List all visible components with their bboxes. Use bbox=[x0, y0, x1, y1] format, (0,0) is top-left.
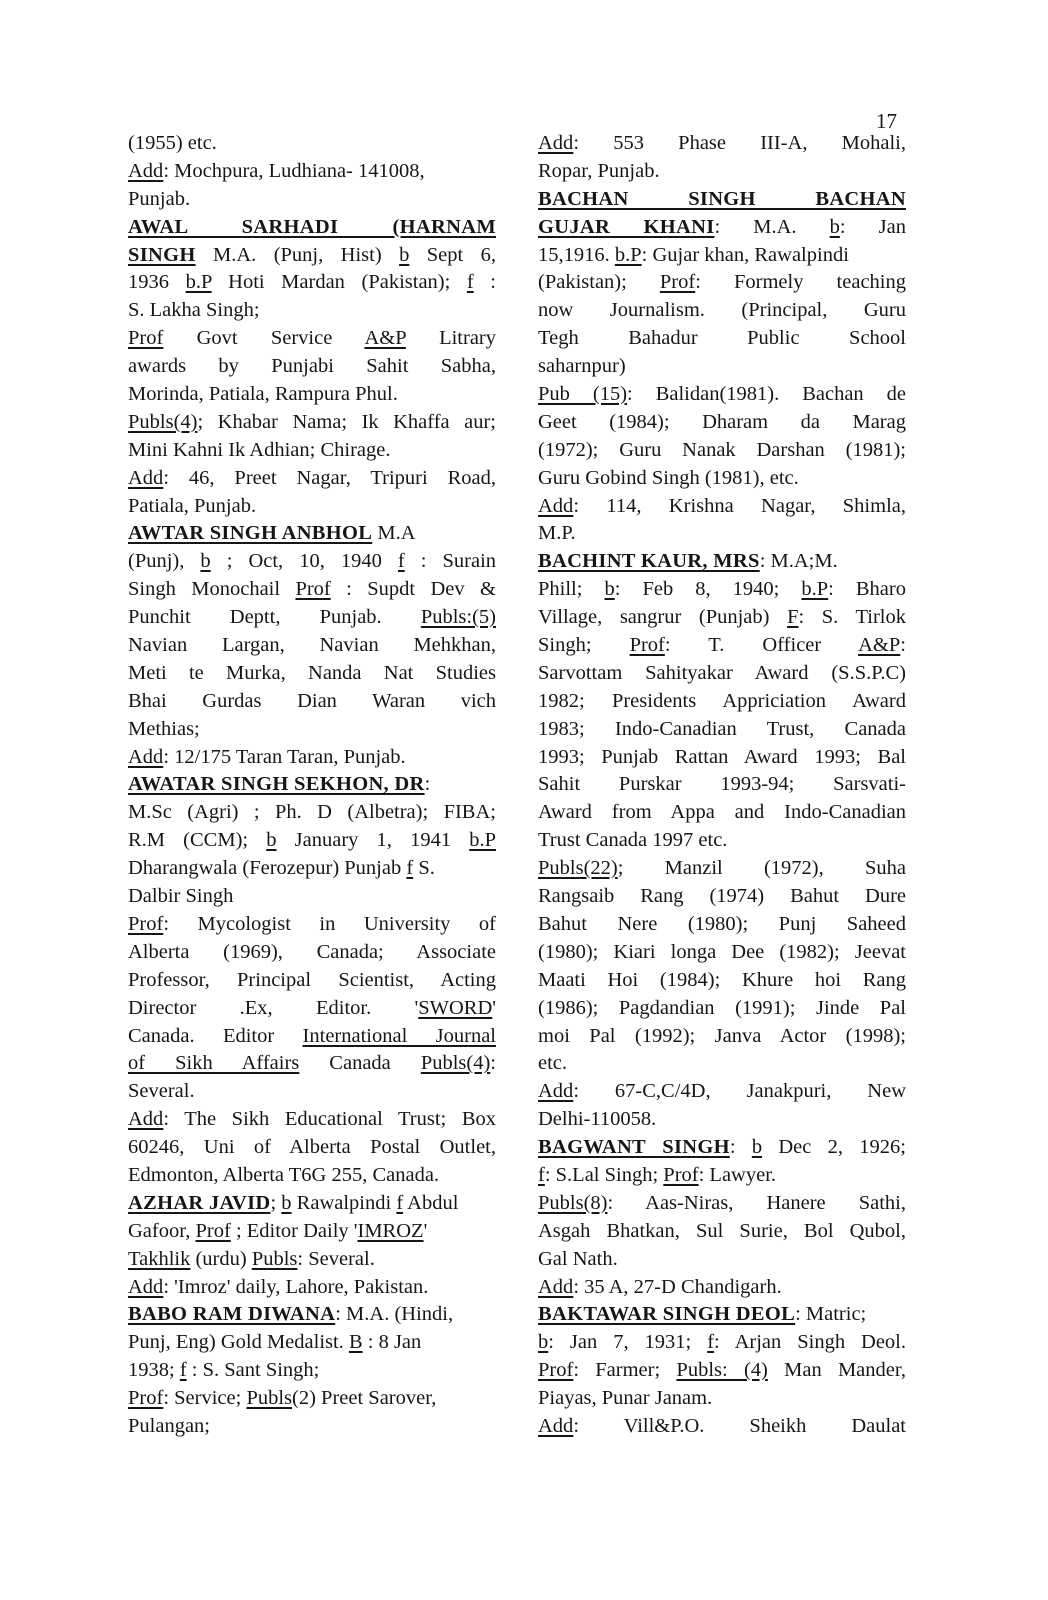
entry-text: Mini Kahni Ik Adhian; Chirage. bbox=[128, 438, 391, 461]
abbrev-label: f bbox=[538, 1163, 545, 1186]
entry-text: Dharangwala (Ferozepur) Punjab bbox=[128, 857, 407, 880]
entry-text: : Surain bbox=[404, 550, 496, 573]
abbrev-label: b bbox=[751, 1136, 763, 1159]
right-column-line bbox=[538, 576, 906, 604]
entry-text: (1986); Pagdandian (1991); Jinde Pal bbox=[538, 996, 906, 1019]
left-column-line bbox=[128, 1078, 496, 1106]
left-column-line bbox=[128, 939, 496, 967]
right-column-line bbox=[538, 158, 906, 186]
left-column-line bbox=[128, 771, 496, 799]
abbrev-label: f bbox=[397, 550, 405, 573]
right-column-line bbox=[538, 1413, 906, 1441]
abbrev-label: Add bbox=[538, 1275, 574, 1298]
right-column-line bbox=[538, 381, 906, 409]
right-column-line bbox=[538, 548, 906, 576]
entry-heading: AZHAR JAVID bbox=[128, 1191, 271, 1214]
left-column-line bbox=[128, 716, 496, 744]
abbrev-label: International Journal bbox=[302, 1024, 496, 1047]
abbrev-label: f bbox=[179, 1359, 187, 1382]
entry-text: (Pakistan); bbox=[538, 271, 660, 294]
abbrev-label: Prof bbox=[195, 1219, 231, 1242]
entry-text: Patiala, Punjab. bbox=[128, 494, 257, 517]
entry-text: moi Pal (1992); Janva Actor (1998); bbox=[538, 1024, 906, 1047]
entry-text: Canada. Editor bbox=[128, 1024, 303, 1047]
left-column-line bbox=[128, 1413, 496, 1441]
entry-text: : S. Sant Singh; bbox=[186, 1359, 320, 1382]
left-column-line bbox=[128, 353, 496, 381]
entry-text: 1938; bbox=[128, 1359, 180, 1382]
entry-text: : Formely teaching bbox=[695, 271, 906, 294]
left-column-line bbox=[128, 604, 496, 632]
left-column bbox=[128, 130, 496, 1441]
abbrev-label: Publs:(5) bbox=[420, 606, 496, 629]
abbrev-label: Publs bbox=[251, 1247, 298, 1270]
abbrev-label: Pub (15) bbox=[538, 383, 628, 406]
left-column-line bbox=[128, 1274, 496, 1302]
entry-text: : Jan 7, 1931; bbox=[548, 1331, 708, 1354]
entry-text: Gafoor, bbox=[128, 1219, 196, 1242]
left-column-line bbox=[128, 214, 496, 242]
entry-text: Navian Largan, Navian Mehkhan, bbox=[128, 634, 496, 657]
entry-text: Punchit Deptt, Punjab. bbox=[128, 606, 421, 629]
abbrev-label: f bbox=[707, 1331, 715, 1354]
left-column-line bbox=[128, 1134, 496, 1162]
entry-heading: AWAL SARHADI (HARNAM bbox=[128, 215, 496, 238]
entry-text: Singh; bbox=[538, 634, 630, 657]
right-column-line bbox=[538, 186, 906, 214]
entry-text: Piayas, Punar Janam. bbox=[538, 1387, 713, 1410]
entry-text: R.M (CCM); bbox=[128, 829, 267, 852]
entry-text: Trust Canada 1997 etc. bbox=[538, 829, 728, 852]
entry-heading: SINGH bbox=[128, 243, 196, 266]
left-column-line bbox=[128, 911, 496, 939]
right-column-line bbox=[538, 353, 906, 381]
abbrev-label: b bbox=[829, 215, 840, 238]
entry-text: Punjab. bbox=[128, 187, 191, 210]
entry-text: Professor, Principal Scientist, Acting bbox=[128, 968, 496, 991]
entry-text: : Vill&P.O. Sheikh Daulat bbox=[573, 1414, 906, 1437]
left-column-line bbox=[128, 1106, 496, 1134]
entry-text: Guru Gobind Singh (1981), etc. bbox=[538, 466, 799, 489]
entry-text: Punj, Eng) Gold Medalist. bbox=[128, 1331, 349, 1354]
abbrev-label: Add bbox=[538, 1080, 574, 1103]
entry-text: ; Khabar Nama; Ik Khaffa aur; bbox=[197, 410, 496, 433]
left-column-line bbox=[128, 1023, 496, 1051]
entry-text: : 'Imroz' daily, Lahore, Pakistan. bbox=[163, 1275, 429, 1298]
entry-heading: AWATAR SINGH SEKHON, DR bbox=[128, 773, 425, 796]
entry-text: Ropar, Punjab. bbox=[538, 159, 660, 182]
entry-text: : The Sikh Educational Trust; Box bbox=[163, 1108, 496, 1131]
entry-text: saharnpur) bbox=[538, 355, 626, 378]
entry-text: 1982; Presidents Appriciation Award bbox=[538, 689, 906, 712]
abbrev-label: Publs bbox=[246, 1387, 293, 1410]
right-column-line bbox=[538, 883, 906, 911]
entry-text: Sept 6, bbox=[409, 243, 496, 266]
left-column-line bbox=[128, 1301, 496, 1329]
entry-text: Rawalpindi bbox=[291, 1191, 397, 1214]
entry-text: : 114, Krishna Nagar, Shimla, bbox=[573, 494, 906, 517]
left-column-line bbox=[128, 297, 496, 325]
left-column-line bbox=[128, 269, 496, 297]
entry-text: : T. Officer bbox=[664, 634, 859, 657]
abbrev-label: of Sikh Affairs bbox=[128, 1052, 300, 1075]
abbrev-label: Publs(4) bbox=[128, 410, 198, 433]
left-column-line bbox=[128, 995, 496, 1023]
entry-text: 60246, Uni of Alberta Postal Outlet, bbox=[128, 1136, 496, 1159]
entry-text: Edmonton, Alberta T6G 255, Canada. bbox=[128, 1163, 440, 1186]
right-column-line bbox=[538, 409, 906, 437]
entry-text: : bbox=[490, 1052, 496, 1075]
entry-text: Tegh Bahadur Public School bbox=[538, 327, 906, 350]
left-column-line bbox=[128, 186, 496, 214]
entry-heading: BAKTAWAR SINGH DEOL bbox=[538, 1303, 796, 1326]
entry-text: Hoti Mardan (Pakistan); bbox=[211, 271, 467, 294]
entry-text: now Journalism. (Principal, Guru bbox=[538, 299, 906, 322]
right-column-line bbox=[538, 855, 906, 883]
right-column-line bbox=[538, 771, 906, 799]
entry-text: Award from Appa and Indo-Canadian bbox=[538, 801, 906, 824]
left-column-line bbox=[128, 1162, 496, 1190]
entry-text: 1993; Punjab Rattan Award 1993; Bal bbox=[538, 745, 906, 768]
entry-text: Alberta (1969), Canada; Associate bbox=[128, 940, 496, 963]
entry-text: (1980); Kiari longa Dee (1982); Jeevat bbox=[538, 940, 906, 963]
abbrev-label: f bbox=[396, 1191, 404, 1214]
abbrev-label: Prof bbox=[538, 1359, 574, 1382]
right-column-line bbox=[538, 660, 906, 688]
left-column-line bbox=[128, 1329, 496, 1357]
abbrev-label: Prof bbox=[629, 634, 665, 657]
abbrev-label: Prof bbox=[128, 912, 164, 935]
right-column-line bbox=[538, 1023, 906, 1051]
left-column-line bbox=[128, 1050, 496, 1078]
right-column-line bbox=[538, 744, 906, 772]
left-column-line bbox=[128, 242, 496, 270]
abbrev-label: Add bbox=[128, 1275, 164, 1298]
entry-text: Meti te Murka, Nanda Nat Studies bbox=[128, 661, 496, 684]
abbrev-label: b bbox=[604, 578, 615, 601]
entry-text: Director .Ex, Editor. ' bbox=[128, 996, 419, 1019]
left-column-line bbox=[128, 520, 496, 548]
entry-text: Geet (1984); Dharam da Marag bbox=[538, 410, 906, 433]
entry-text: Asgah Bhatkan, Sul Surie, Bol Qubol, bbox=[538, 1219, 906, 1242]
left-column-line bbox=[128, 409, 496, 437]
entry-text: Sahit Purskar 1993-94; Sarsvati- bbox=[538, 773, 906, 796]
left-column-line bbox=[128, 744, 496, 772]
entry-text: : Arjan Singh Deol. bbox=[714, 1331, 906, 1354]
entry-text: (1955) etc. bbox=[128, 132, 217, 154]
left-column-line bbox=[128, 1218, 496, 1246]
entry-text: Dec 2, 1926; bbox=[762, 1136, 906, 1159]
abbrev-label: Takhlik bbox=[128, 1247, 191, 1270]
entry-text: Maati Hoi (1984); Khure hoi Rang bbox=[538, 968, 906, 991]
right-column-line bbox=[538, 465, 906, 493]
right-column-line bbox=[538, 827, 906, 855]
page-number: 17 bbox=[876, 109, 897, 133]
entry-text: : 35 A, 27-D Chandigarh. bbox=[573, 1275, 782, 1298]
right-column-line bbox=[538, 493, 906, 521]
right-column-line bbox=[538, 967, 906, 995]
entry-text: Pulangan; bbox=[128, 1414, 210, 1437]
entry-text: : Lawyer. bbox=[698, 1163, 777, 1186]
abbrev-label: Publs(4) bbox=[420, 1052, 491, 1075]
entry-text: Delhi-110058. bbox=[538, 1108, 657, 1131]
entry-text: ' bbox=[492, 996, 496, 1019]
entry-text: : S.Lal Singh; bbox=[544, 1163, 664, 1186]
right-column-line bbox=[538, 1162, 906, 1190]
right-column-line bbox=[538, 911, 906, 939]
left-column-line bbox=[128, 158, 496, 186]
right-column-line bbox=[538, 688, 906, 716]
entry-text: Several. bbox=[128, 1080, 195, 1103]
entry-text: Methias; bbox=[128, 717, 200, 740]
right-column-line bbox=[538, 130, 906, 158]
right-column-line bbox=[538, 214, 906, 242]
left-column-line bbox=[128, 325, 496, 353]
entry-text: : bbox=[424, 773, 431, 796]
entry-text: ; Oct, 10, 1940 bbox=[210, 550, 398, 573]
left-column-line bbox=[128, 883, 496, 911]
left-column-line bbox=[128, 688, 496, 716]
abbrev-label: IMROZ bbox=[357, 1219, 424, 1242]
entry-text: : Balidan(1981). Bachan de bbox=[627, 383, 906, 406]
entry-text: : Gujar khan, Rawalpindi bbox=[641, 243, 849, 266]
right-column-line bbox=[538, 632, 906, 660]
entry-text: (1972); Guru Nanak Darshan (1981); bbox=[538, 438, 906, 461]
entry-text: (Punj), bbox=[128, 550, 201, 573]
right-column-line bbox=[538, 995, 906, 1023]
abbrev-label: b bbox=[281, 1191, 292, 1214]
entry-text: : S. Tirlok bbox=[798, 606, 906, 629]
entry-text: : Several. bbox=[297, 1247, 375, 1270]
entry-text: Phill; bbox=[538, 578, 605, 601]
abbrev-label: A&P bbox=[364, 327, 406, 350]
entry-text: Litrary bbox=[405, 327, 496, 350]
abbrev-label: Prof bbox=[295, 578, 331, 601]
entry-text: S. bbox=[413, 857, 435, 880]
entry-heading: BABO RAM DIWANA bbox=[128, 1303, 336, 1326]
entry-text: etc. bbox=[538, 1052, 568, 1075]
abbrev-label: Add bbox=[128, 159, 164, 182]
entry-text: M.A. (Punj, Hist) bbox=[195, 243, 400, 266]
entry-text: : Matric; bbox=[795, 1303, 867, 1326]
entry-heading: BACHAN SINGH BACHAN bbox=[538, 187, 906, 210]
entry-text: Abdul bbox=[403, 1191, 459, 1214]
entry-text: : Feb 8, 1940; bbox=[614, 578, 802, 601]
entry-text: : Bharo bbox=[828, 578, 906, 601]
abbrev-label: Add bbox=[128, 745, 164, 768]
right-column-line bbox=[538, 1357, 906, 1385]
right-column-line bbox=[538, 437, 906, 465]
abbrev-label: Add bbox=[538, 132, 574, 154]
entry-heading: AWTAR SINGH ANBHOL bbox=[128, 522, 373, 545]
entry-text: Gal Nath. bbox=[538, 1247, 618, 1270]
entry-text: 1936 bbox=[128, 271, 186, 294]
right-column-line bbox=[538, 1218, 906, 1246]
left-column-line bbox=[128, 493, 496, 521]
entry-text: Dalbir Singh bbox=[128, 885, 234, 908]
entry-text: : Service; bbox=[163, 1387, 247, 1410]
entry-text: : Supdt Dev & bbox=[330, 578, 496, 601]
right-column-line bbox=[538, 520, 906, 548]
entry-text: M.Sc (Agri) ; Ph. D (Albetra); FIBA; bbox=[128, 801, 496, 824]
entry-text: (2) Preet Sarover, bbox=[292, 1387, 437, 1410]
abbrev-label: F bbox=[787, 606, 799, 629]
abbrev-label: Publs(8) bbox=[538, 1191, 608, 1214]
entry-heading: BACHINT KAUR, MRS bbox=[538, 550, 760, 573]
abbrev-label: Add bbox=[128, 466, 164, 489]
left-column-line bbox=[128, 967, 496, 995]
abbrev-label: B bbox=[348, 1331, 363, 1354]
entry-text: Singh Monochail bbox=[128, 578, 296, 601]
left-column-line bbox=[128, 576, 496, 604]
entry-text: ; Manzil (1972), Suha bbox=[617, 857, 906, 880]
left-column-line bbox=[128, 130, 496, 158]
abbrev-label: A&P bbox=[858, 634, 901, 657]
abbrev-label: Add bbox=[538, 1414, 574, 1437]
right-column-line bbox=[538, 1301, 906, 1329]
right-column-line bbox=[538, 1134, 906, 1162]
entry-text: : 8 Jan bbox=[362, 1331, 422, 1354]
right-column-line bbox=[538, 1106, 906, 1134]
entry-text: Bhai Gurdas Dian Waran vich bbox=[128, 689, 496, 712]
entry-text: : M.A;M. bbox=[759, 550, 838, 573]
entry-text: : bbox=[473, 271, 496, 294]
abbrev-label: b.P bbox=[801, 578, 829, 601]
entry-text: : 46, Preet Nagar, Tripuri Road, bbox=[163, 466, 496, 489]
entry-text: : M.A. (Hindi, bbox=[335, 1303, 454, 1326]
abbrev-label: f bbox=[406, 857, 414, 880]
left-column-line bbox=[128, 1246, 496, 1274]
abbrev-label: b.P bbox=[469, 829, 496, 852]
entry-text: : Mycologist in University of bbox=[163, 912, 496, 935]
entry-text: : bbox=[900, 634, 906, 657]
right-column-line bbox=[538, 269, 906, 297]
entry-text: Canada bbox=[299, 1052, 421, 1075]
left-column-line bbox=[128, 660, 496, 688]
right-column-line bbox=[538, 939, 906, 967]
entry-text: : M.A. bbox=[714, 215, 830, 238]
entry-text: : Aas-Niras, Hanere Sathi, bbox=[607, 1191, 906, 1214]
left-column-line bbox=[128, 632, 496, 660]
left-column-line bbox=[128, 1385, 496, 1413]
entry-text: : bbox=[729, 1136, 752, 1159]
abbrev-label: f bbox=[466, 271, 474, 294]
entry-text: awards by Punjabi Sahit Sabha, bbox=[128, 355, 496, 378]
entry-text: Village, sangrur (Punjab) bbox=[538, 606, 788, 629]
left-column-line bbox=[128, 855, 496, 883]
left-column-line bbox=[128, 799, 496, 827]
right-column-line bbox=[538, 716, 906, 744]
right-column-line bbox=[538, 799, 906, 827]
entry-text: January 1, 1941 bbox=[276, 829, 470, 852]
abbrev-label: b bbox=[538, 1331, 549, 1354]
right-column-line bbox=[538, 1078, 906, 1106]
abbrev-label: b bbox=[399, 243, 410, 266]
entry-text: M.P. bbox=[538, 522, 576, 545]
entry-text: Sarvottam Sahityakar Award (S.S.P.C) bbox=[538, 661, 906, 684]
entry-text: : 67-C,C/4D, Janakpuri, New bbox=[573, 1080, 906, 1103]
entry-text: S. Lakha Singh; bbox=[128, 299, 260, 322]
entry-text: Govt Service bbox=[163, 327, 365, 350]
entry-text: ' bbox=[423, 1219, 428, 1242]
abbrev-label: b bbox=[200, 550, 211, 573]
right-column-line bbox=[538, 1274, 906, 1302]
abbrev-label: Prof bbox=[659, 271, 696, 294]
abbrev-label: b.P bbox=[185, 271, 212, 294]
entry-text: Bahut Nere (1980); Punj Saheed bbox=[538, 912, 906, 935]
abbrev-label: b.P bbox=[614, 243, 642, 266]
entry-text: M.A bbox=[372, 522, 416, 545]
entry-heading: BAGWANT SINGH bbox=[538, 1136, 730, 1159]
entry-text: : Farmer; bbox=[573, 1359, 677, 1382]
right-column-line bbox=[538, 242, 906, 270]
abbrev-label: Prof bbox=[663, 1163, 699, 1186]
abbrev-label: Add bbox=[128, 1108, 164, 1131]
entry-text: : 553 Phase III-A, Mohali, bbox=[573, 132, 906, 154]
entry-text: : 12/175 Taran Taran, Punjab. bbox=[163, 745, 406, 768]
left-column-line bbox=[128, 381, 496, 409]
entry-text: ; Editor Daily ' bbox=[230, 1219, 358, 1242]
abbrev-label: Publs: (4) bbox=[676, 1359, 768, 1382]
entry-text: : Mochpura, Ludhiana- 141008, bbox=[163, 159, 425, 182]
left-column-line bbox=[128, 465, 496, 493]
abbrev-label: Publs(22) bbox=[538, 857, 618, 880]
entry-text: (urdu) bbox=[190, 1247, 252, 1270]
entry-heading: GUJAR KHANI bbox=[538, 215, 715, 238]
abbrev-label: Add bbox=[538, 494, 574, 517]
right-column-line bbox=[538, 1385, 906, 1413]
entry-text: Man Mander, bbox=[767, 1359, 906, 1382]
abbrev-label: Prof bbox=[128, 327, 164, 350]
right-column-line bbox=[538, 1246, 906, 1274]
left-column-line bbox=[128, 437, 496, 465]
abbrev-label: b bbox=[266, 829, 277, 852]
left-column-line bbox=[128, 827, 496, 855]
right-column-line bbox=[538, 325, 906, 353]
entry-text: 15,1916. bbox=[538, 243, 615, 266]
left-column-line bbox=[128, 548, 496, 576]
right-column-line bbox=[538, 1190, 906, 1218]
right-column-line bbox=[538, 297, 906, 325]
entry-text: 1983; Indo-Canadian Trust, Canada bbox=[538, 717, 906, 740]
left-column-line bbox=[128, 1190, 496, 1218]
right-column bbox=[538, 130, 906, 1441]
right-column-line bbox=[538, 604, 906, 632]
entry-text: Rangsaib Rang (1974) Bahut Dure bbox=[538, 885, 906, 908]
entry-text: : Jan bbox=[839, 215, 906, 238]
abbrev-label: Prof bbox=[128, 1387, 164, 1410]
abbrev-label: SWORD bbox=[418, 996, 493, 1019]
right-column-line bbox=[538, 1329, 906, 1357]
entry-text: Morinda, Patiala, Rampura Phul. bbox=[128, 383, 398, 406]
right-column-line bbox=[538, 1050, 906, 1078]
left-column-line bbox=[128, 1357, 496, 1385]
entry-text: ; bbox=[270, 1191, 282, 1214]
